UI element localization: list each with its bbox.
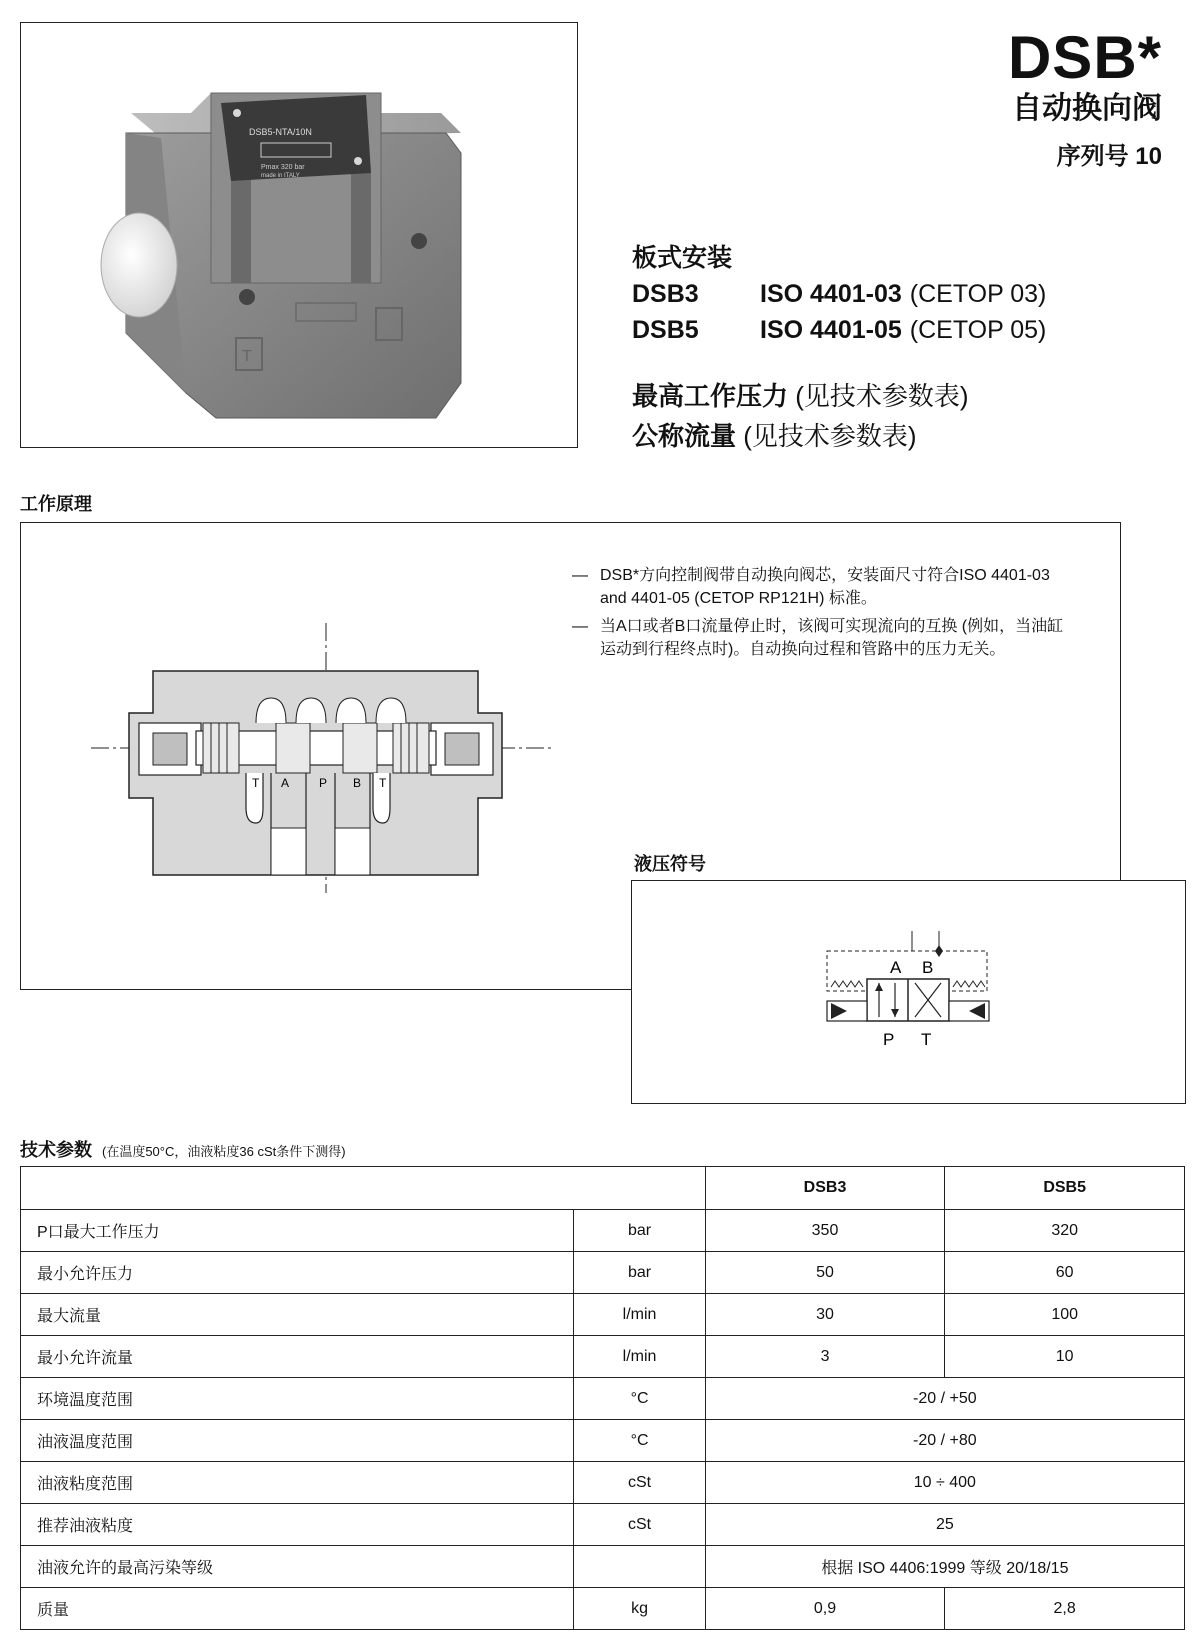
table-row [21,1420,1185,1462]
table-row [21,1294,1185,1336]
specs-note: (在温度50°C，油液粘度36 cSt条件下测得) [102,1144,346,1159]
bullet-dash: — [572,618,588,635]
mounting-row [632,276,1046,312]
nominal-flow-label: 公称流量 [632,421,737,451]
principle-heading: 工作原理 [20,494,92,514]
param-unit: °C [574,1378,705,1420]
mounting-block [632,240,1046,348]
value-dsb3: 0,9 [705,1588,945,1630]
param-name: P口最大工作压力 [21,1210,574,1252]
bullet-dash: — [572,567,588,584]
nominal-flow-note: (见技术参数表) [743,421,917,451]
mounting-model: DSB3 [632,280,699,308]
param-name: 环境温度范围 [21,1378,574,1420]
plate-origin-text: made in ITALY [261,173,300,179]
principle-bullet-text: DSB*方向控制阀带自动换向阀芯，安装面尺寸符合ISO 4401-03 and 4401-05 (CETOP RP121H) 标准。 [600,567,1050,607]
param-unit: bar [574,1252,705,1294]
section-port-label: P [319,776,328,790]
mounting-iso: ISO 4401-05 [760,316,902,344]
param-name: 最大流量 [21,1294,574,1336]
value-dsb5: 60 [945,1252,1185,1294]
param-unit: cSt [574,1462,705,1504]
value-dsb5: 100 [945,1294,1185,1336]
table-row [21,1336,1185,1378]
valve-product-photo [21,23,577,447]
value-dsb3: 3 [705,1336,945,1378]
principle-bullet [572,564,1072,610]
photo-port-mark: T [242,348,252,365]
specs-heading-line [20,1136,346,1162]
param-name: 油液粘度范围 [21,1462,574,1504]
symbol-heading: 液压符号 [634,854,706,874]
section-port-label: T [252,776,260,790]
column-dsb5: DSB5 [945,1167,1185,1210]
port-a-label: A [890,958,902,977]
value-dsb3: 50 [705,1252,945,1294]
mounting-row [632,312,1046,348]
port-t-label: T [921,1030,932,1049]
hydraulic-symbol [817,921,997,1071]
table-row [21,1378,1185,1420]
mounting-cetop: (CETOP 03) [909,280,1047,308]
value-both: -20 / +50 [705,1378,1184,1420]
specs-table [20,1166,1185,1630]
mounting-title: 板式安装 [632,244,733,272]
hydraulic-symbol-box [631,880,1186,1104]
value-dsb5: 2,8 [945,1588,1185,1630]
value-dsb3: 30 [705,1294,945,1336]
param-unit: l/min [574,1294,705,1336]
value-both: 根据 ISO 4406:1999 等级 20/18/15 [705,1546,1184,1588]
product-photo-frame [20,22,578,448]
product-code: DSB* [1007,24,1162,91]
product-name: 自动换向阀 [1012,92,1162,125]
section-port-label: B [353,776,362,790]
param-unit [574,1546,705,1588]
max-pressure-line [632,376,969,416]
principle-bullet [572,615,1072,661]
table-row [21,1252,1185,1294]
section-port-label: A [281,776,290,790]
param-name: 油液允许的最高污染等级 [21,1546,574,1588]
param-unit: bar [574,1210,705,1252]
table-row [21,1546,1185,1588]
table-row [21,1210,1185,1252]
plate-model-text: DSB5-NTA/10N [249,127,312,137]
max-pressure-label: 最高工作压力 [632,381,789,411]
principle-bullet-text: 当A口或者B口流量停止时，该阀可实现流向的互换 (例如，当油缸运动到行程终点时)。自动换向过程和管路中的压力无关。 [600,618,1064,658]
table-row [21,1462,1185,1504]
value-both: -20 / +80 [705,1420,1184,1462]
plate-pressure-text: Pmax 320 bar [261,164,305,171]
param-name: 质量 [21,1588,574,1630]
column-dsb3: DSB3 [705,1167,945,1210]
table-row [21,1504,1185,1546]
value-both: 25 [705,1504,1184,1546]
mounting-iso: ISO 4401-03 [760,280,902,308]
param-name: 最小允许压力 [21,1252,574,1294]
table-row [21,1588,1185,1630]
mounting-cetop: (CETOP 05) [909,316,1047,344]
param-name: 推荐油液粘度 [21,1504,574,1546]
specs-header-blank [21,1167,706,1210]
value-dsb5: 10 [945,1336,1185,1378]
specs-header-row [21,1167,1185,1210]
param-unit: cSt [574,1504,705,1546]
value-dsb3: 350 [705,1210,945,1252]
valve-section-drawing [91,623,551,893]
value-both: 10 ÷ 400 [705,1462,1184,1504]
specs-heading: 技术参数 [20,1140,92,1160]
param-unit: °C [574,1420,705,1462]
performance-block [632,376,969,456]
port-b-label: B [922,958,934,977]
series-number: 序列号 10 [1056,143,1162,170]
max-pressure-note: (见技术参数表) [795,381,969,411]
param-unit: l/min [574,1336,705,1378]
mounting-model: DSB5 [632,316,699,344]
principle-description [572,564,1072,666]
nominal-flow-line [632,416,969,456]
param-unit: kg [574,1588,705,1630]
param-name: 最小允许流量 [21,1336,574,1378]
value-dsb5: 320 [945,1210,1185,1252]
section-port-label: T [379,776,387,790]
param-name: 油液温度范围 [21,1420,574,1462]
port-p-label: P [883,1030,895,1049]
